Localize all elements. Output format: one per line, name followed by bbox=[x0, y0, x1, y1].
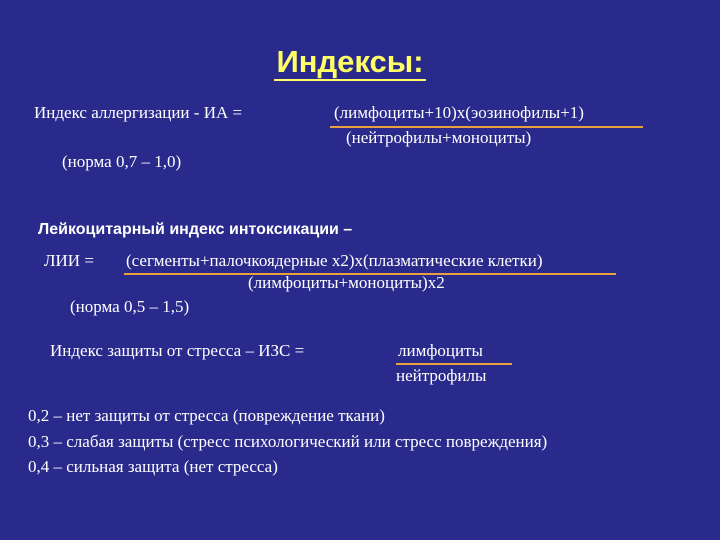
lii-heading: Лейкоцитарный индекс интоксикации – bbox=[38, 221, 353, 238]
ia-label: Индекс аллергизации - ИА = bbox=[34, 103, 243, 122]
scale-line: 0,4 – сильная защита (нет стресса) bbox=[28, 457, 278, 476]
lii-label: ЛИИ = bbox=[44, 251, 94, 270]
izs-denominator: нейтрофилы bbox=[396, 366, 487, 385]
ia-denominator: (нейтрофилы+моноциты) bbox=[346, 128, 532, 147]
ia-norm: (норма 0,7 – 1,0) bbox=[62, 152, 182, 171]
lii-norm: (норма 0,5 – 1,5) bbox=[70, 297, 190, 316]
lii-numerator: (сегменты+палочкоядерные х2)х(плазматические клетки) bbox=[126, 251, 543, 270]
ia-numerator: (лимфоциты+10)х(эозинофилы+1) bbox=[334, 103, 584, 122]
page-title-text: Индексы: bbox=[276, 44, 424, 79]
izs-label: Индекс защиты от стресса – ИЗС = bbox=[50, 341, 305, 360]
scale-line: 0,2 – нет защиты от стресса (повреждение ткани) bbox=[28, 406, 385, 425]
page-title bbox=[0, 44, 700, 80]
izs-fraction-line bbox=[396, 363, 512, 365]
scale-line: 0,3 – слабая защиты (стресс психологический или стресс повреждения) bbox=[28, 432, 548, 451]
lii-denominator: (лимфоциты+моноциты)х2 bbox=[248, 273, 445, 292]
izs-numerator: лимфоциты bbox=[398, 341, 483, 360]
